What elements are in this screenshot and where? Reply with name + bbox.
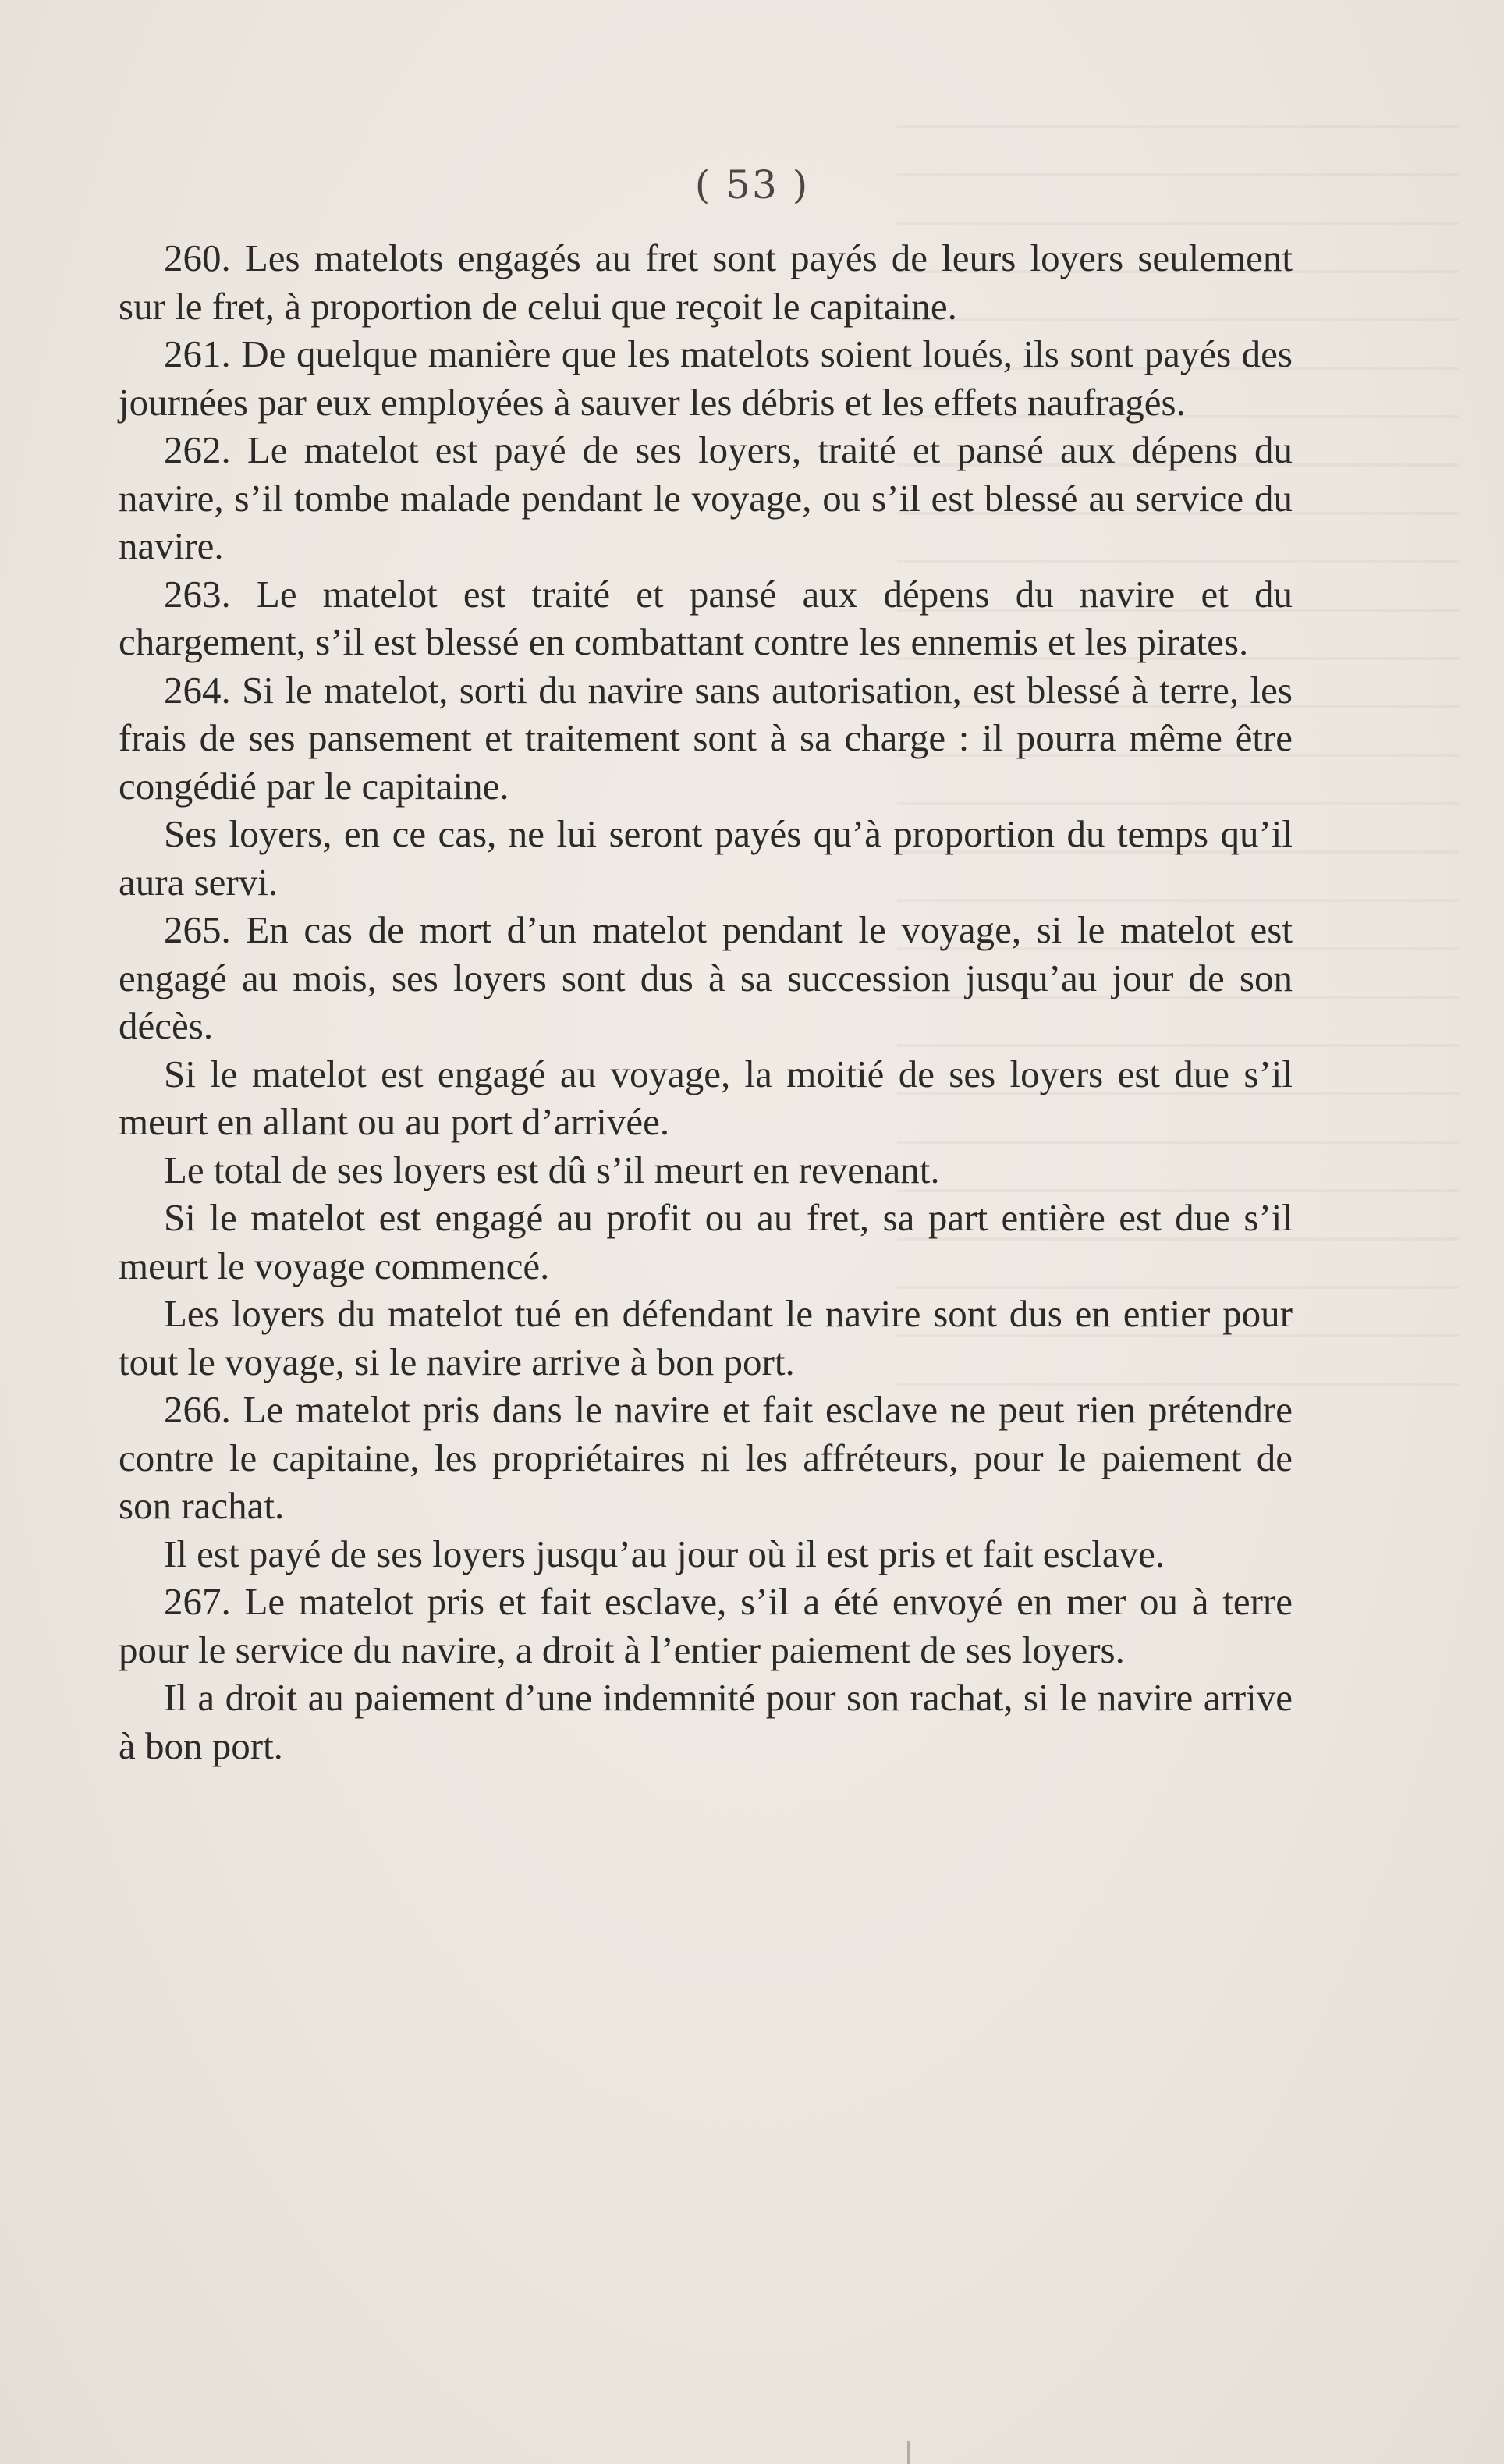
paragraph-265-voyage: Si le matelot est engagé au voyage, la moitié de ses loyers est due s’il meurt en allant ou au port d’arrivée. [119,1052,1293,1143]
paragraph-266: 266. Le matelot pris dans le navire et fait esclave ne peut rien prétendre contre le capitaine, les propriétaires ni les affréteurs, pour le paiement de son rachat. [119,1388,1293,1527]
paragraph-265: 265. En cas de mort d’un matelot pendant le voyage, si le matelot est engagé au mois, ses loyers sont dus à sa succession jusqu’au jour de son décès. [119,908,1293,1047]
paragraph-260: 260. Les matelots engagés au fret sont payés de leurs loyers seulement sur le fret, à proportion de celui que reçoit le capitaine. [119,236,1293,328]
paragraph-262: 262. Le matelot est payé de ses loyers, traité et pansé aux dépens du navire, s’il tombe malade pendant le voyage, ou s’il est blessé au service du navire. [119,428,1293,567]
page-number: ( 53 ) [694,162,810,208]
paragraph-267: 267. Le matelot pris et fait esclave, s’il a été envoyé en mer ou à terre pour le service du navire, a droit à l’entier paiement de ses loyers. [119,1580,1293,1671]
paragraph-264: 264. Si le matelot, sorti du navire sans autorisation, est blessé à terre, les frais de ses pansement et traitement sont à sa charge : il pourra même être congédié par le capitaine. [119,668,1293,808]
article-text [119,234,1293,1770]
paragraph-265-return: Le total de ses loyers est dû s’il meurt en revenant. [164,1148,940,1191]
paragraph-263: 263. Le matelot est traité et pansé aux dépens du navire et du chargement, s’il est blessé en combattant contre les ennemis et les pirates. [119,572,1293,663]
paragraph-265-defence: Les loyers du matelot tué en défendant le navire sont dus en entier pour tout le voyage, si le navire arrive à bon port. [119,1292,1293,1383]
paragraph-267-ransom: Il a droit au paiement d’une indemnité pour son rachat, si le navire arrive à bon port. [119,1676,1293,1767]
gutter-mark [907,2441,910,2464]
paragraph-264-continued: Ses loyers, en ce cas, ne lui seront payés qu’à proportion du temps qu’il aura servi. [119,812,1293,904]
paragraph-261: 261. De quelque manière que les matelots soient loués, ils sont payés des journées par eux employées à sauver les débris et les effets naufragés. [119,332,1293,424]
paragraph-265-profit: Si le matelot est engagé au profit ou au fret, sa part entière est due s’il meurt le voyage commencé. [119,1196,1293,1287]
paragraph-266-wages: Il est payé de ses loyers jusqu’au jour où il est pris et fait esclave. [164,1532,1165,1575]
